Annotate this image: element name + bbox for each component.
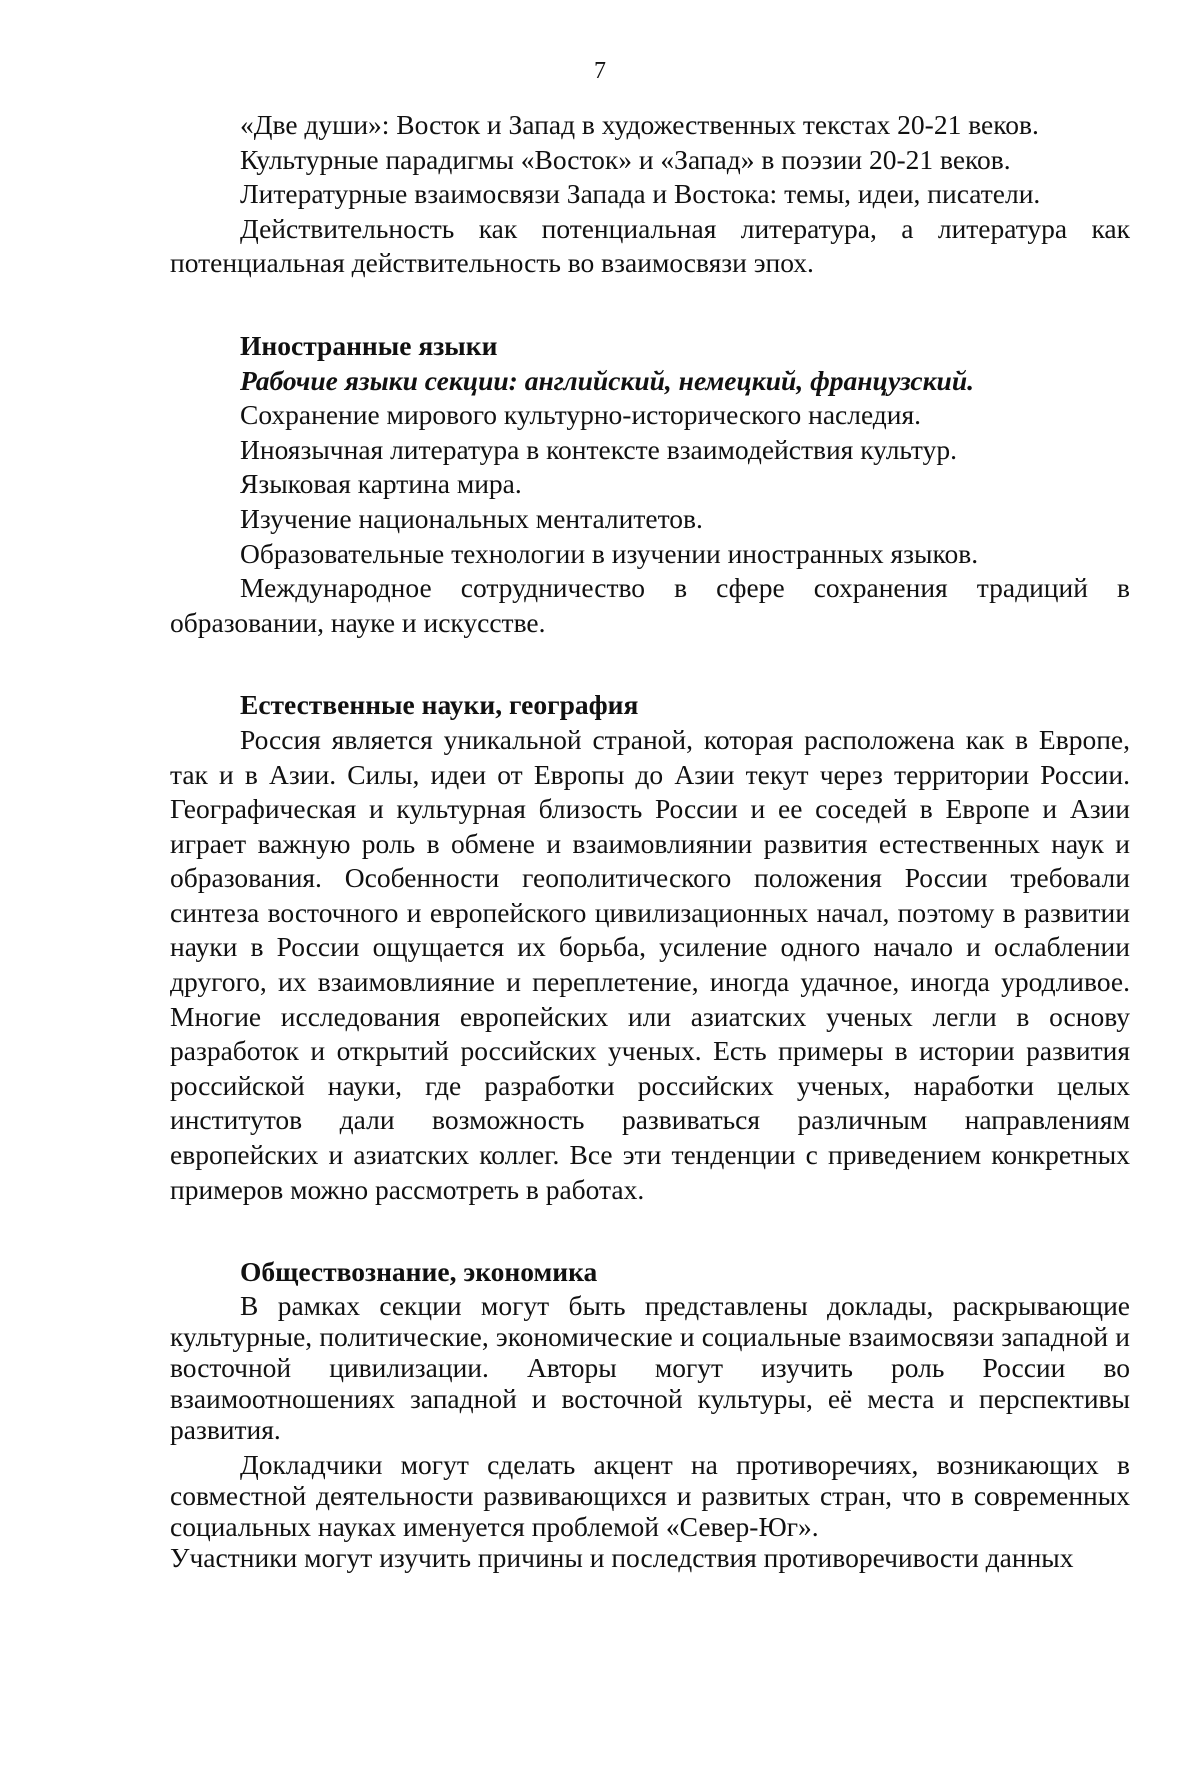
topic-line: Иноязычная литература в контексте взаимодействия культур.: [240, 433, 957, 465]
section-subheading-working-languages: Рабочие языки секции: английский, немецкий, французский.: [240, 364, 974, 396]
social-studies-section: [170, 1255, 1130, 1573]
topic-line: Образовательные технологии в изучении иностранных языков.: [240, 537, 979, 569]
page-number: 7: [594, 58, 606, 84]
intro-section: [170, 108, 1130, 281]
section-paragraph: Докладчики могут сделать акцент на противоречиях, возникающих в совместной деятельности развивающихся и развитых стран, что в современных социальных науках именуется проблемой «Север-Юг».: [170, 1448, 1130, 1542]
intro-line: «Две души»: Восток и Запад в художественных текстах 20-21 веков.: [240, 109, 1039, 140]
section-heading-foreign-languages: Иностранные языки: [240, 329, 498, 361]
intro-paragraph: Действительность как потенциальная литература, а литература как потенциальная действительность во взаимосвязи эпох.: [170, 212, 1130, 279]
page-content: [170, 108, 1130, 1608]
topic-line: Языковая картина мира.: [240, 468, 522, 500]
natural-sciences-section: [170, 688, 1130, 1207]
section-paragraph: В рамках секции могут быть представлены доклады, раскрывающие культурные, политические, экономические и социальные взаимосвязи западной и восточной цивилизации. Авторы могут изучить роль России во взаимоотношениях западной и восточной культуры, её места и перспективы развития.: [170, 1289, 1130, 1445]
intro-line: Литературные взаимосвязи Запада и Востока: темы, идеи, писатели.: [240, 178, 1041, 210]
topic-paragraph: Международное сотрудничество в сфере сохранения традиций в образовании, науке и искусстве.: [170, 572, 1130, 638]
section-heading-social-studies: Обществознание, экономика: [240, 1256, 598, 1288]
topic-line: Изучение национальных менталитетов.: [240, 502, 703, 534]
intro-line: Культурные парадигмы «Восток» и «Запад» в поэзии 20-21 веков.: [240, 143, 1011, 175]
foreign-languages-section: [170, 329, 1130, 640]
section-heading-natural-sciences: Естественные науки, география: [240, 689, 639, 721]
section-paragraph: Россия является уникальной страной, которая расположена как в Европе, так и в Азии. Силы, идеи от Европы до Азии текут через территории России. Географическая и культурная близость России и ее соседей в Европе и Азии играет важную роль в обмене и взаимовлиянии развития естественных наук и образования. Особенности геополитического положения России требовали синтеза восточного и европейского цивилизационных начал, поэтому в развитии науки в России ощущается их борьба, усиление одного начало и ослаблении другого, их взаимовлияние и переплетение, иногда удачное, иногда уродливое. Многие исследования европейских или азиатских ученых легли в основу разработок и открытий российских ученых. Есть примеры в истории развития российской науки, где разработки российских ученых, наработки целых институтов дали возможность развиваться различным направлениям европейских и азиатских коллег. Все эти тенденции с приведением конкретных примеров можно рассмотреть в работах.: [170, 723, 1130, 1205]
continued-line: Участники могут изучить причины и последствия противоречивости данных: [170, 1541, 1074, 1573]
topic-line: Сохранение мирового культурно-исторического наследия.: [240, 399, 922, 431]
